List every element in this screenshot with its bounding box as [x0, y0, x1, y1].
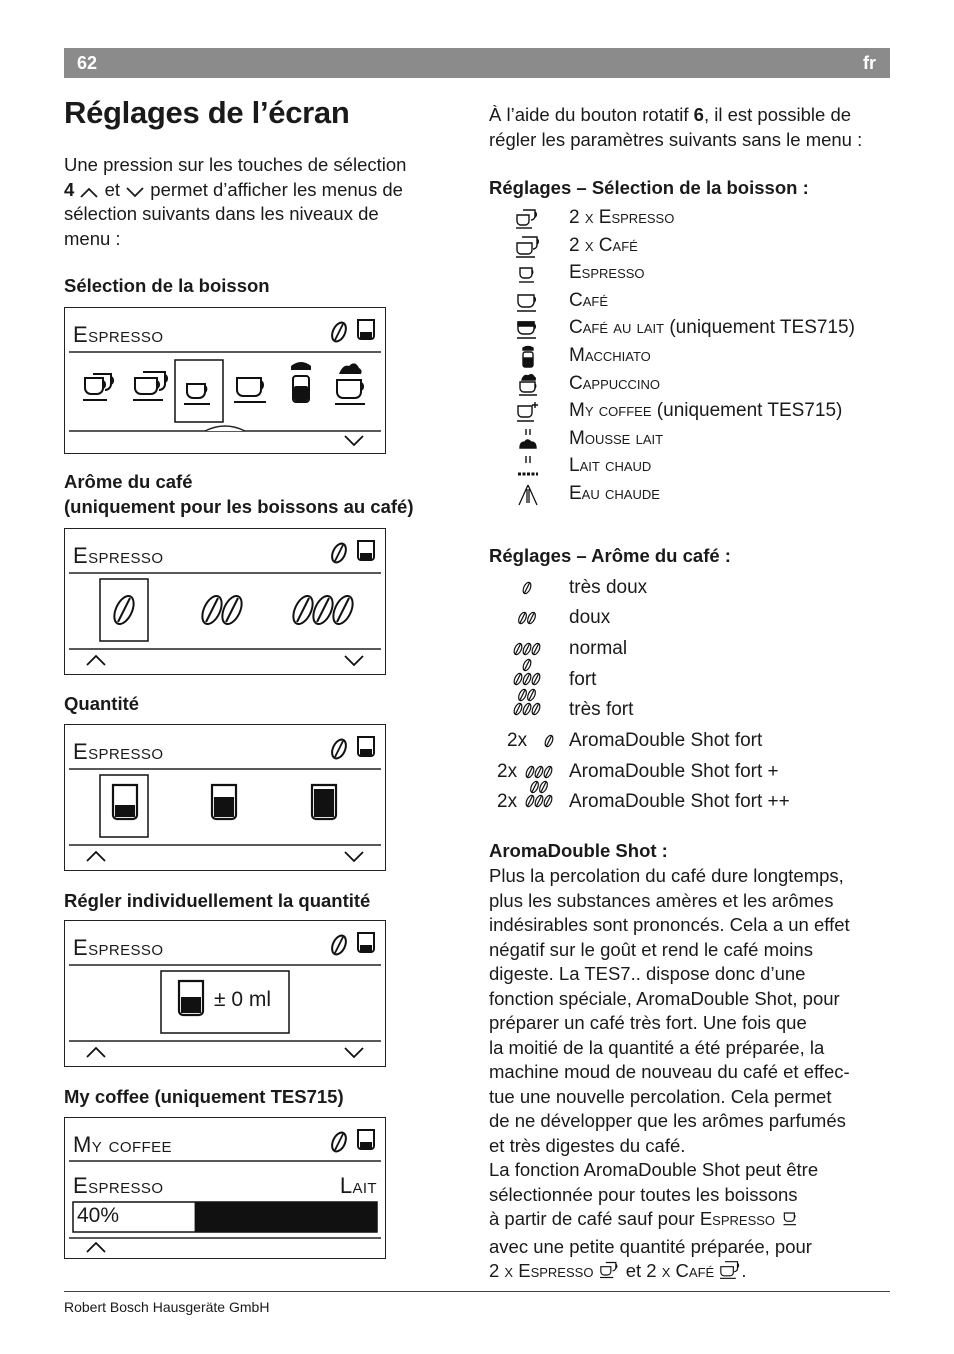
lcd-drink-selection	[64, 307, 386, 454]
aroma-double-prefix: 2x	[497, 761, 518, 782]
paragraph-line: préparer un café très fort. Une fois que	[489, 1012, 807, 1033]
paragraph-line: avec une petite quantité préparée, pour	[489, 1235, 812, 1257]
chevron-up-icon	[87, 1048, 105, 1057]
hot-milk-icon	[515, 455, 541, 479]
intro-paragraph	[64, 153, 406, 251]
drink-item	[489, 373, 909, 400]
macchiato-icon	[291, 362, 311, 402]
paragraph-line: sélectionnée pour toutes les boissons	[489, 1183, 798, 1205]
paragraph-line: machine moud de nouveau du café et effec-	[489, 1061, 850, 1082]
drink-item	[489, 428, 909, 455]
drink-name: Lait chaud	[569, 455, 652, 477]
espresso-icon	[515, 262, 541, 286]
drink-label	[569, 483, 660, 505]
espresso-icon	[780, 1208, 802, 1235]
chevron-up-icon	[87, 852, 105, 861]
paragraph-text: .	[741, 1260, 747, 1281]
paragraph-line: indésirables sont prononcés. Cela a un effet	[489, 914, 850, 935]
quantity-small-icon	[113, 785, 137, 819]
key-4: 4	[64, 178, 75, 200]
drink-label	[569, 235, 638, 257]
paragraph-line: fonction spéciale, AromaDouble Shot, pour	[489, 987, 840, 1009]
drink-label	[569, 290, 608, 312]
section-heading-my-coffee: My coffee (uniquement TES715)	[64, 1086, 344, 1107]
cafe-icon	[515, 290, 541, 314]
intro-line-4: menu :	[64, 227, 121, 249]
paragraph-text: à partir de café sauf pour	[489, 1208, 695, 1229]
quantity-value: ± 0 ml	[214, 988, 272, 1011]
cup-quantity-icon	[179, 981, 203, 1015]
drink-name: Mousse lait	[569, 427, 664, 449]
left-column	[64, 95, 459, 1227]
drink-settings-heading: Réglages – Sélection de la boisson :	[489, 177, 809, 198]
paragraph-line: tue une nouvelle percolation. Cela permet	[489, 1085, 832, 1107]
chevron-down-icon	[345, 852, 363, 861]
milk-foam-icon	[515, 428, 541, 452]
paragraph-line: digeste. La TES7.. dispose donc d’une	[489, 963, 806, 984]
section-heading-drink-selection: Sélection de la boisson	[64, 275, 270, 296]
chevron-up-icon	[87, 1243, 105, 1252]
lcd-aroma	[64, 528, 386, 675]
double-espresso-icon	[515, 207, 541, 231]
footer-divider	[64, 1291, 890, 1292]
coffee-bean-icon	[517, 779, 561, 814]
page-number: 62	[77, 53, 98, 73]
drink-name: Eau chaude	[569, 483, 660, 504]
page-title: Réglages de l’écran	[64, 95, 350, 130]
macchiato-icon	[515, 345, 541, 369]
drink-item	[489, 207, 909, 234]
hot-water-icon	[515, 483, 541, 507]
cup-level-icon	[358, 737, 374, 756]
paragraph-line	[489, 1207, 894, 1235]
section-heading-aroma-line-2: (uniquement pour les boissons au café)	[64, 495, 414, 517]
paragraph-line: de ne développer que les arômes parfumés	[489, 1110, 846, 1131]
drink-item	[489, 262, 909, 289]
aroma-label: fort	[569, 669, 597, 690]
drink-item	[489, 290, 909, 317]
lcd-aroma-graphics	[65, 529, 385, 674]
language-code: fr	[863, 53, 876, 73]
drink-label	[569, 345, 651, 367]
drink-label	[569, 428, 663, 450]
double-cafe-icon	[515, 235, 541, 259]
drink-name: 2 x Café	[646, 1260, 715, 1281]
aroma-item	[489, 697, 909, 727]
cup-level-icon	[358, 320, 374, 339]
bean-icon	[329, 933, 348, 956]
drink-item	[489, 317, 909, 344]
drink-label	[569, 455, 651, 477]
lcd-my-coffee-right-label: Lait	[339, 1173, 377, 1198]
chevron-up-icon	[79, 185, 99, 199]
paragraph-line: négatif sur le goût et rend le café moins	[489, 938, 813, 960]
section-heading-aroma-line-1: Arôme du café	[64, 471, 193, 492]
section-heading-individual-quantity: Régler individuellement la quantité	[64, 890, 371, 911]
chevron-down-icon	[125, 185, 145, 199]
drink-name: 2 x Espresso	[569, 207, 675, 228]
cup-level-icon	[358, 933, 374, 952]
lcd-individual-quantity	[64, 920, 386, 1067]
coffee-bean-icon	[505, 603, 549, 638]
my-coffee-icon	[515, 400, 541, 424]
aroma-label: AromaDouble Shot fort	[569, 730, 763, 751]
drink-name: Macchiato	[569, 345, 651, 366]
lcd-my-coffee-left-label: Espresso	[73, 1173, 164, 1198]
drink-name: Café	[569, 289, 609, 311]
coffee-bean-icon	[505, 687, 549, 722]
aroma-double-prefix: 2x	[507, 730, 528, 751]
paragraph-line	[489, 1259, 894, 1287]
right-intro-text-b: , il est possible de	[703, 104, 852, 125]
paragraph-line: La fonction AromaDouble Shot peut être	[489, 1159, 819, 1180]
drink-name: Cappuccino	[569, 372, 661, 394]
double-espresso-icon	[599, 1260, 621, 1287]
coffee-bean-icon	[527, 726, 571, 761]
drink-name: 2 x Café	[569, 234, 638, 256]
double-espresso-icon	[83, 374, 113, 400]
chevron-up-icon	[87, 656, 105, 665]
cappuccino-icon	[335, 363, 365, 404]
drink-note: (uniquement TES715)	[664, 317, 855, 339]
drink-label	[569, 207, 674, 229]
drink-name: Espresso	[699, 1208, 776, 1229]
lcd-my-coffee	[64, 1117, 386, 1259]
aroma-label: très doux	[569, 577, 648, 598]
lcd-my-coffee-graphics	[65, 1118, 385, 1258]
intro-line-1: Une pression sur les touches de sélection	[64, 154, 407, 175]
aroma-label: doux	[569, 607, 611, 628]
aroma-double-prefix: 2x	[497, 791, 518, 812]
paragraph-line: Plus la percolation du café dure longtemps,	[489, 865, 844, 886]
drink-label	[569, 373, 660, 395]
lcd-title: Espresso	[73, 322, 164, 347]
aroma-3-bean-icon	[289, 593, 356, 627]
footer-company: Robert Bosch Hausgeräte GmbH	[64, 1299, 270, 1315]
right-intro-line-2: régler les paramètres suivants sans le menu :	[489, 128, 863, 150]
paragraph-line: la moitié de la quantité a été préparée, la	[489, 1036, 825, 1058]
bean-icon	[329, 1130, 348, 1153]
section-heading-quantity: Quantité	[64, 693, 140, 714]
aroma-label: AromaDouble Shot fort ++	[569, 791, 790, 812]
aroma-label: AromaDouble Shot fort +	[569, 761, 779, 782]
chevron-down-icon	[345, 656, 363, 665]
drink-name: Café au lait	[569, 317, 665, 339]
chevron-down-icon	[345, 436, 363, 445]
aroma-item	[489, 636, 909, 666]
quantity-large-icon	[312, 785, 336, 819]
page-header	[64, 48, 890, 78]
espresso-icon	[184, 384, 210, 404]
aroma-item	[489, 728, 909, 758]
drink-name: My coffee	[569, 400, 652, 422]
aromadouble-paragraph	[489, 864, 894, 1287]
aromadouble-heading: AromaDouble Shot :	[489, 840, 668, 861]
lcd-quantity	[64, 724, 386, 871]
intro-line-2: permet d’afficher les menus de	[150, 178, 403, 200]
paragraph-text: et	[625, 1260, 642, 1281]
drink-item	[489, 455, 909, 482]
bean-icon	[329, 541, 348, 564]
lcd-title: Espresso	[73, 739, 164, 764]
drink-name: 2 x Espresso	[489, 1260, 594, 1281]
bean-icon	[329, 320, 348, 343]
bean-icon	[329, 737, 348, 760]
chevron-down-icon	[345, 1048, 363, 1057]
drink-name: Espresso	[569, 262, 645, 284]
aroma-label: normal	[569, 638, 628, 659]
right-intro-text: À l’aide du bouton rotatif	[489, 104, 689, 125]
lcd-drink-selection-graphics	[65, 308, 385, 453]
aroma-label: très fort	[569, 699, 634, 720]
drink-label	[569, 400, 842, 422]
quantity-medium-icon	[212, 785, 236, 819]
aroma-item	[489, 667, 909, 697]
drink-label	[569, 317, 855, 339]
drink-item	[489, 400, 909, 427]
aroma-1-bean-icon	[110, 593, 137, 627]
paragraph-line: plus les substances amères et les arômes	[489, 889, 834, 911]
aroma-item	[489, 575, 909, 605]
selection-box	[175, 360, 223, 422]
double-cafe-icon	[133, 372, 167, 400]
drink-item	[489, 345, 909, 372]
intro-et: et	[104, 178, 121, 200]
aroma-2-bean-icon	[198, 593, 245, 627]
aroma-item	[489, 605, 909, 635]
ratio-bar-fill	[195, 1202, 377, 1232]
right-intro	[489, 103, 862, 152]
cafe-icon	[234, 378, 266, 402]
section-heading-aroma	[64, 470, 414, 519]
drink-note: (uniquement TES715)	[651, 400, 843, 422]
drink-label	[569, 262, 645, 284]
lcd-my-coffee-title: My coffee	[73, 1132, 172, 1157]
paragraph-line: et très digestes du café.	[489, 1134, 686, 1156]
cup-level-icon	[358, 1130, 374, 1149]
drink-item	[489, 235, 909, 262]
ratio-percent: 40%	[77, 1204, 120, 1227]
lcd-quantity-graphics	[65, 725, 385, 870]
double-cafe-icon	[719, 1260, 741, 1287]
key-6: 6	[693, 104, 704, 125]
lcd-title: Espresso	[73, 935, 164, 960]
drink-item	[489, 483, 909, 510]
aroma-item	[489, 789, 909, 819]
cappuccino-icon	[515, 373, 541, 397]
cup-level-icon	[358, 541, 374, 560]
cafe-au-lait-icon	[515, 317, 541, 341]
lcd-title: Espresso	[73, 543, 164, 568]
aroma-settings-heading: Réglages – Arôme du café :	[489, 545, 731, 566]
intro-line-3: sélection suivants dans les niveaux de	[64, 203, 379, 224]
